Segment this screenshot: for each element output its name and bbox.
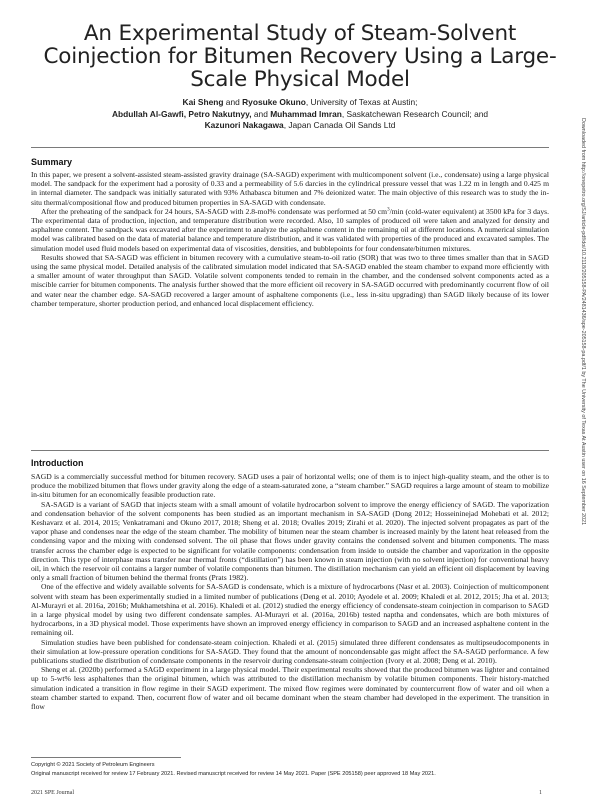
summary-paragraph: Results showed that SA-SAGD was efficient in bitumen recovery with a cumulative steam-to-oil ratio (SOR) that was two to three times smaller than that in SAGD using the same physical model. Detailed analysis of the calibrated simulation model indicated that SA-SAGD enabled the steam chamber to expand more efficiently with a smaller amount of water throughput than SAGD. Volatile solvent components tended to remain in the chamber, and the condensed solvent components acted as a miscible carrier for bitumen components. The analysis further showed that the more efficient oil recovery in SA-SAGD occurred with predominantly cocurrent flow of oil and water near the chamber edge. SA-SAGD recovered a larger amount of asphaltene components (i.e., less in-situ upgrading) than SAGD likely because of its lower chamber temperature, shorter production period, and enhanced local displacement efficiency. — [31, 252, 549, 308]
author-names: Kai Sheng — [182, 97, 224, 107]
page-number: 1 — [539, 790, 542, 796]
introduction-heading: Introduction — [31, 458, 84, 468]
footnote-divider — [31, 757, 181, 758]
author-block — [40, 97, 560, 132]
intro-paragraph: Simulation studies have been published for condensate-steam coinjection. Khaledi et al. (2015) simulated three different condensates as multipseudocomponents in their simulation at low-pressure operation conditions for SA-SAGD. They found that the amount of noncondensable gas might affect the SA-SAGD performance. A few publications studied the distribution of condensate components in the reservoir during condensate-steam coinjection (Ivory et al. 2008; Deng et al. 2010). — [31, 637, 549, 666]
intro-paragraph: Sheng et al. (2020b) performed a SAGD experiment in a large physical model. Their experimental results showed that the produced bitumen was lighter and contained up to 5-wt% less asphaltenes than the original bitumen, which was attributed to the distillation mechanism by volatile bitumen components. Their history-matched simulation indicated a transition in flow regime in their SAGD experiment. The mixed flow regimes were dominated by countercurrent flow of water and oil when a steam chamber started to expand. Then, cocurrent flow of water and oil became dominant when the steam chamber had developed in the experiment. The transition in flow — [31, 665, 549, 712]
summary-text: /min (cold-water equivalent) at 3500 kPa for 3 days. The experimental data of production, injection, and temperature distribution were recorded. Also, 10 samples of produced oil were taken and analyzed for density and asphaltene content. The sandpack was excavated after the experiment to analyze the asphaltene content in the remaining oil at different locations. A numerical simulation model was calibrated based on the data of material balance and temperature distribution, and it was validated with properties of the produced and excavated samples. The simulation model used fluid models based on experimental data of viscosities, densities, and bubblepoints for four condensate/bitumen mixtures. — [31, 206, 549, 253]
journal-name: 2021 SPE Journal — [31, 790, 75, 796]
author-conjunction: and — [223, 97, 243, 107]
author-affiliation: , University of Texas at Austin; — [305, 97, 418, 107]
section-divider — [31, 450, 549, 451]
summary-paragraph: In this paper, we present a solvent-assisted steam-assisted gravity drainage (SA-SAGD) experiment with multicomponent solvent (i.e., condensate) using a large physical model. The sandpack for the experiment had a porosity of 0.33 and a permeability of 5.6 darcies in the cylindrical pressure vessel that was 1.22 m in length and 0.425 m in internal diameter. The sandpack was initially saturated with 93% Athabasca bitumen and 7% deionized water. The main objective of this research was to study the in-situ thermal/compositional flow and produced bitumen properties in SA-SAGD with condensate. — [31, 170, 549, 207]
section-divider — [31, 147, 549, 148]
author-affiliation: , Saskatchewan Research Council; and — [341, 108, 489, 119]
author-names: Abdullah Al-Gawfi, Petro Nakutnyy, — [111, 108, 252, 119]
footnote-block — [31, 761, 549, 778]
unit-superscript: 3 — [387, 207, 390, 213]
summary-paragraph — [31, 207, 549, 253]
intro-paragraph: One of the effective and widely available solvents for SA-SAGD is condensate, which is a mixture of hydrocarbons (Nasr et al. 2003). Coinjection of multicomponent solvent with steam has been experimentally studied in a limited number of publications (Deng et al. 2010; Ayodele et al. 2009; Khaledi et al. 2012, 2015; Jha et al. 2013; Al-Murayri et al. 2016a, 2016b; Mukhametshina et al. 2016). Khaledi et al. (2012) studied the energy efficiency of condensate-steam coinjection in comparison to SAGD in a large physical model by using two different condensate samples. Al-Murayri et al. (2016a, 2016b) tested naptha and condensates, which are both mixtures of hydrocarbons, in a 3D physical model. Those experiments have shown an improved energy efficiency in comparison to SAGD and an increased asphaltene content in the remaining oil. — [31, 582, 549, 638]
author-conjunction: and — [251, 108, 271, 119]
author-line-2 — [40, 109, 560, 121]
author-line-3 — [40, 120, 560, 132]
author-names: Muhammad Imran — [270, 108, 342, 119]
paper-title: An Experimental Study of Steam-Solvent Coinjection for Bitumen Recovery Using a Large-Scale Physical Model — [43, 21, 557, 92]
author-names: Ryosuke Okuno — [242, 97, 306, 107]
summary-body — [31, 170, 549, 308]
manuscript-history: Original manuscript received for review 17 February 2021. Revised manuscript received for review 14 May 2021. Paper (SPE 205158) peer approved 18 May 2021. — [31, 770, 436, 777]
introduction-body — [31, 472, 549, 711]
author-affiliation: , Japan Canada Oil Sands Ltd — [283, 120, 396, 130]
intro-paragraph: SA-SAGD is a variant of SAGD that injects steam with a small amount of volatile hydrocarbon solvent to improve the energy efficiency of SAGD. The vaporization and condensation behavior of the solvent components has been studied as an important mechanism in SA-SAGD (Dong 2012; Hosseininejad Mohebati et al. 2012; Keshavarz et al. 2014, 2015; Venkatramani and Okuno 2017, 2018; Sheng et al. 2018; Ovalles 2019; Zirahi et al. 2020). The injected solvent propagates as part of the vapor phase and condenses near the edge of the steam chamber. The mobility of bitumen near the steam chamber is increased mainly by the latent heat released from the condensing vapor and the mixing with condensed solvent. The oil phase that flows under gravity contains the condensed solvent and bitumen components. The mass transfer across the chamber edge is expected to be significant for volatile components: condensation from inside to outside the chamber and vaporization in the opposite direction. This type of interphase mass transfer near thermal fronts (“distillation”) has been known in steam injection (with no solvent injection) for conventional heavy oil, in which the reservoir oil contains a larger number of volatile components than bitumen. The distillation mechanism can yield an efficient oil displacement by leaving only a small fraction of bitumen behind the thermal fronts (Prats 1982). — [31, 499, 549, 583]
copyright-line: Copyright © 2021 Society of Petroleum Engineers — [31, 762, 155, 768]
intro-paragraph: SAGD is a commercially successful method for bitumen recovery. SAGD uses a pair of horizontal wells; one of them is to inject high-quality steam, and the other is to produce the mobilized bitumen that flows under gravity along the edge of a steam-saturated zone, a “steam chamber.” SAGD requires a large amount of steam to mobilize in-situ bitumen for an economically feasible production rate. — [31, 472, 549, 500]
author-names: Kazunori Nakagawa — [204, 120, 284, 130]
summary-text: After the preheating of the sandpack for 24 hours, SA-SAGD with 2.8-mol% condensate was performed at 50 cm — [41, 206, 388, 216]
author-line-1 — [40, 97, 560, 109]
summary-heading: Summary — [31, 157, 73, 167]
download-watermark: Downloaded from http://onepetro.org/SJ/article-pdf/doi/10.2118/205158-PA/2481436/spe-205158-pa.pdf/1 by The University of Texas At Austin user on 16 September 2021 — [580, 118, 586, 526]
